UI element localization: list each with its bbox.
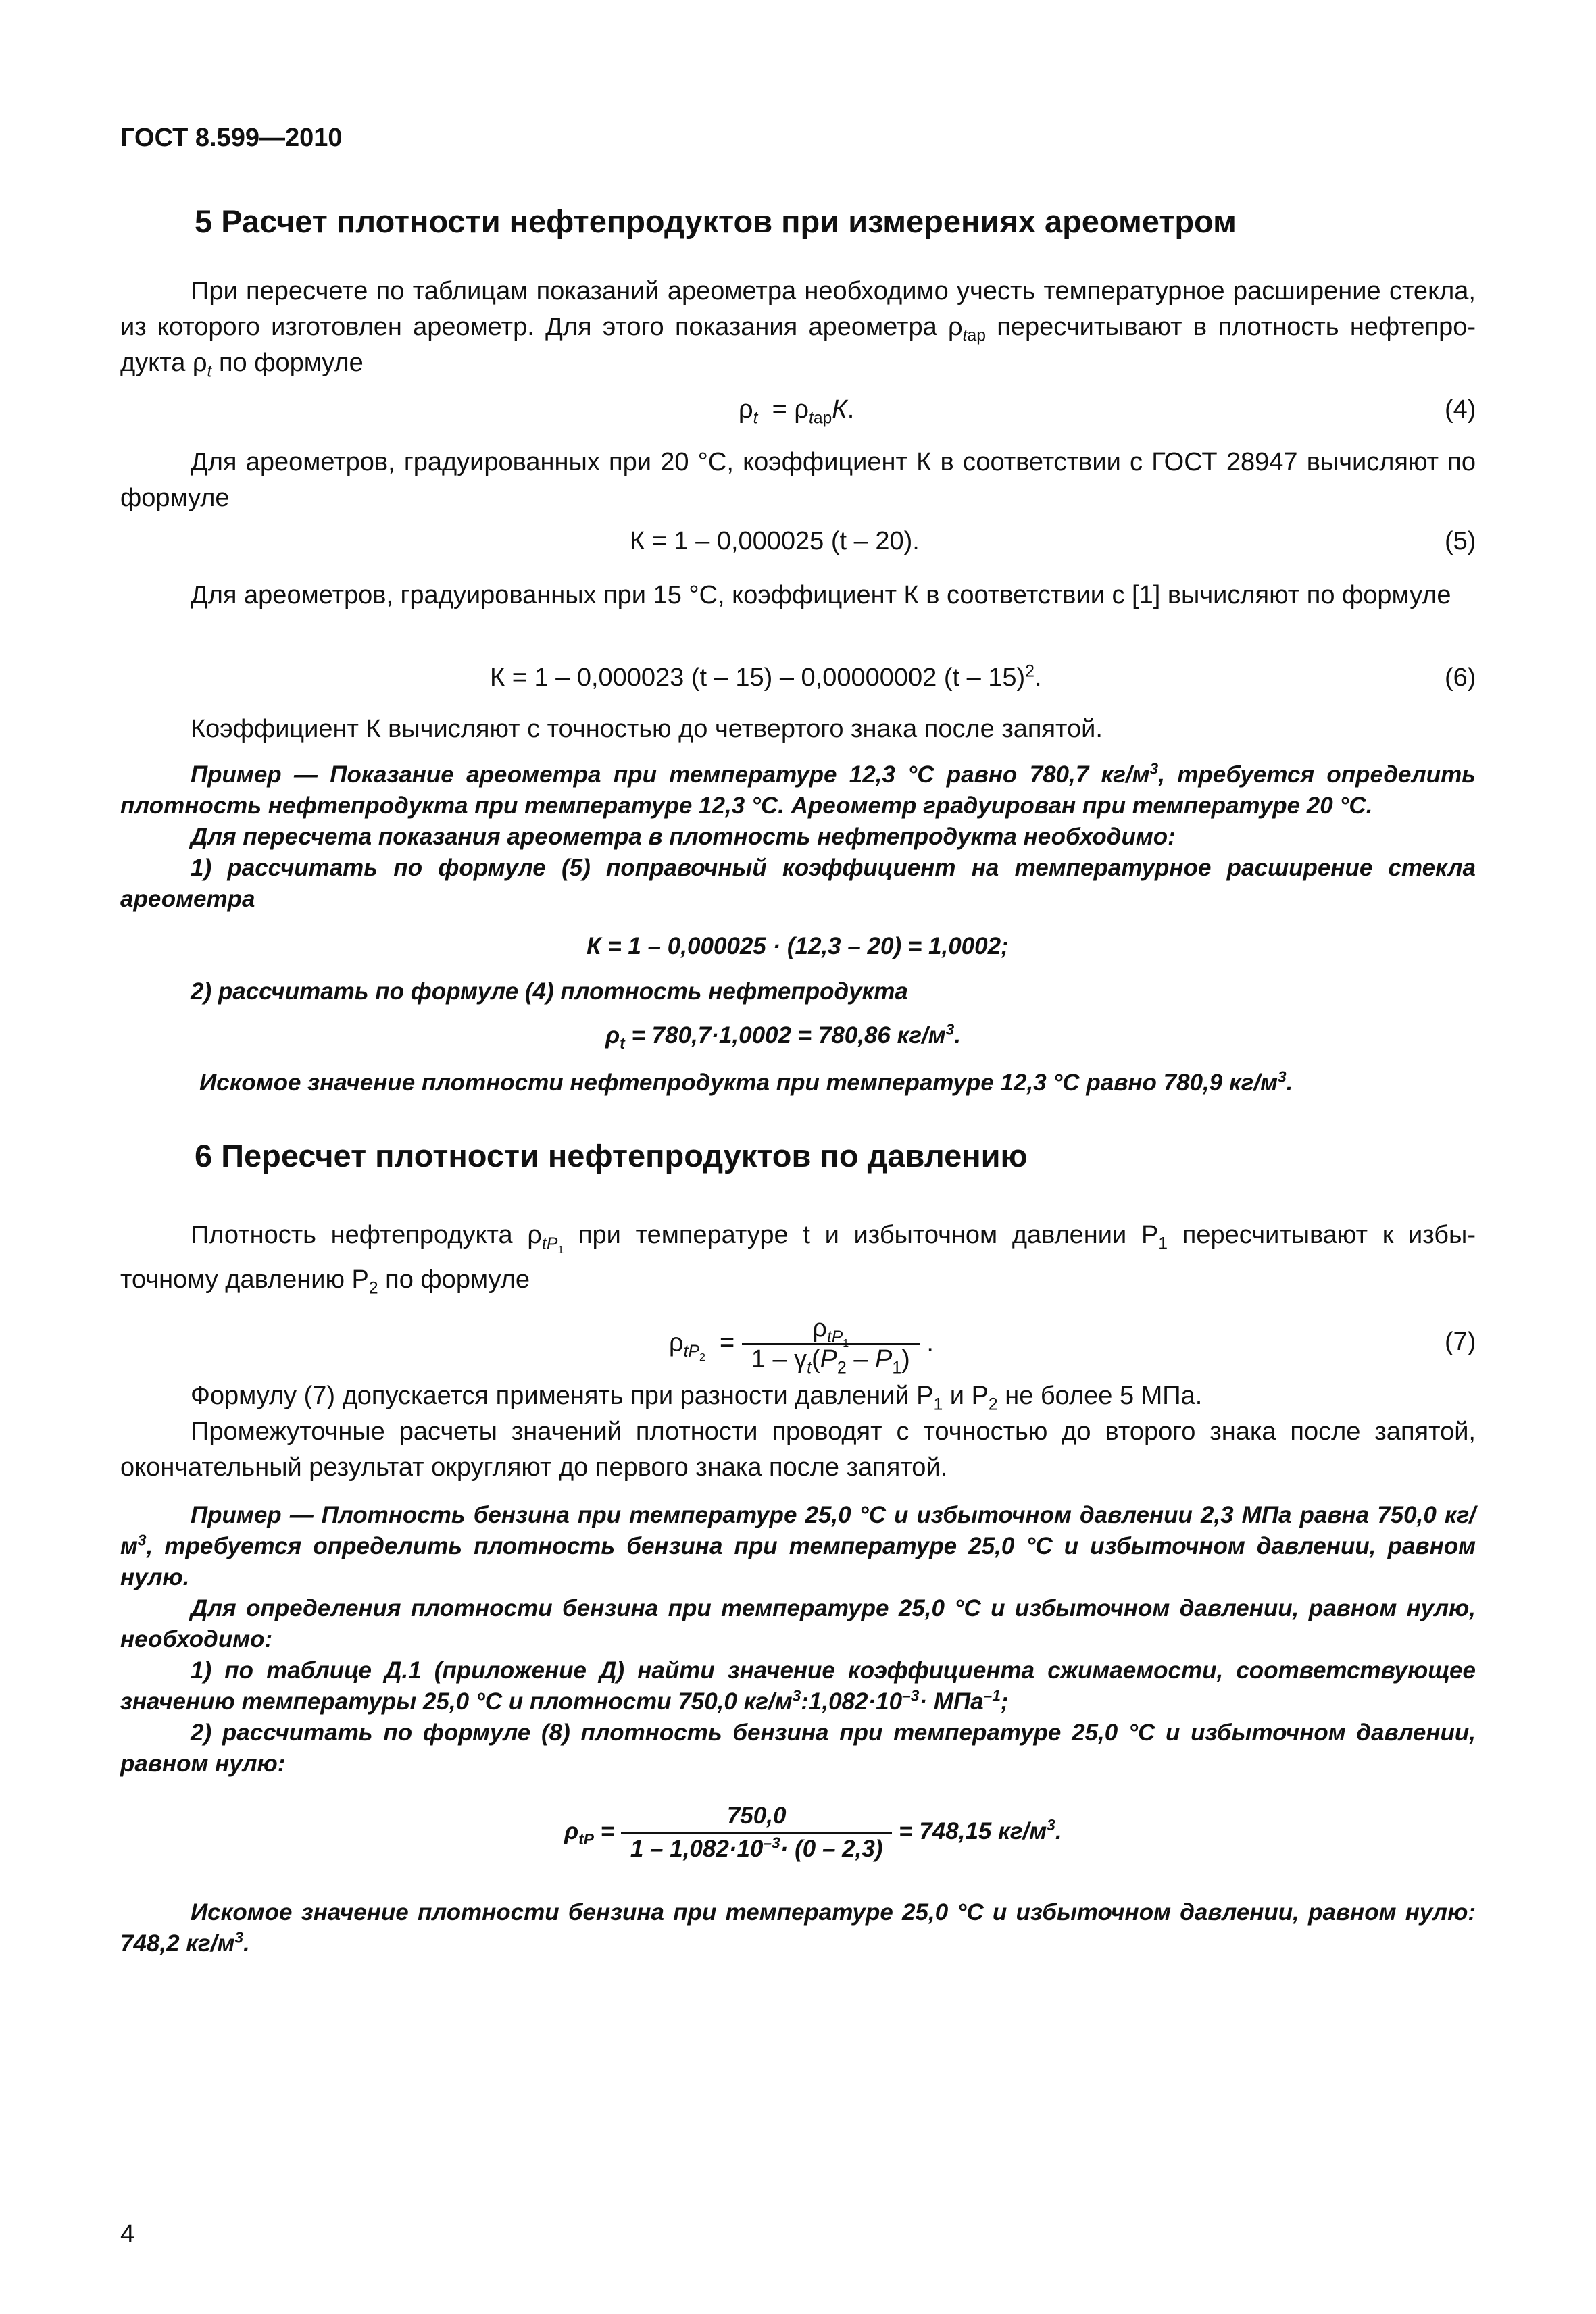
section-6-paragraph-3: Промежуточные расчеты значений плотности проводят с точностью до второго знака после запятой, окончательный результат округляют до первого знака после запятой. [120, 1417, 1476, 1482]
section-5-title: 5 Расчет плотности нефтепродуктов при измерениях ареометром [195, 203, 1237, 239]
equation-7: $\rho_{tP_2}$ = $\frac{\rho_{tP_1}}{1 - \gamma_t(P_2 - P_1)}$ . [669, 1314, 934, 1378]
equation-7-number: (7) [1445, 1328, 1476, 1356]
section-6-example-1: Пример — Плотность бензина при температуре 25,0 °С и избыточном давлении 2,3 МПа равна 750,0 $кг/м^3$, требуется определить плотность бензина при температуре 25,0 °С и избыточном давлении, равном нулю. [120, 1502, 1476, 1590]
section-6-example-2: Для определения плотности бензина при температуре 25,0 °С и избыточном давлении, равном нулю, необходимо: [120, 1595, 1476, 1653]
section-6-paragraph-1: Плотность нефтепродукта $\rho_{tP_1}$ при температуре t и избыточном давлении $P_1$ пересчитывают к избы-точному давлению $P_2$ по формуле [120, 1221, 1476, 1298]
equation-6: К = 1 – 0,000023 (t – 15) – 0,00000002 (t – 15)$^2$. [490, 662, 1042, 692]
section-5-example-1: Пример — Показание ареометра при температуре 12,3 °С равно 780,7 $кг/м^3$, требуется определить плотность нефтепродукта при температуре 12,3 °С. Ареометр градуирован при температуре 20 °С. [120, 759, 1476, 819]
section-5-paragraph-2: Для ареометров, градуированных при 20 °С, коэффициент К в соответствии с ГОСТ 28947 вычисляют по формуле [120, 448, 1476, 512]
example-equation-k: К = 1 – 0,000025 · (12,3 – 20) = 1,0002; [587, 933, 1009, 959]
document-header: ГОСТ 8.599—2010 [120, 124, 343, 152]
section-5-paragraph-3: Для ареометров, градуированных при 15 °С, коэффициент К в соответствии с [1] вычисляют по формуле [191, 581, 1451, 609]
section-6-example-3: 1) по таблице Д.1 (приложение Д) найти значение коэффициента сжимаемости, соответствующее значению температуры 25,0 °С и плотности 750,0 $кг/м^3:1,082\cdot 10^{-3}\cdot МПа^{-1}$; [120, 1657, 1476, 1715]
section-6-example-4: 2) рассчитать по формуле (8) плотность бензина при температуре 25,0 °С и избыточном давлении, равном нулю: [120, 1719, 1476, 1777]
example-equation-rho: $\rho_t = 780,7\cdot 1,0002 = 780,86$ $кг/м^3$. [605, 1020, 962, 1052]
section-5-example-5: Искомое значение плотности нефтепродукта при температуре 12,3 °С равно 780,9 $кг/м^3$. [199, 1067, 1293, 1096]
section-6-example-5: Искомое значение плотности бензина при температуре 25,0 °С и избыточном давлении, равном нулю: 748,2 $кг/м^3$. [120, 1899, 1476, 1957]
section-5-paragraph-1: При пересчете по таблицам показаний ареометра необходимо учесть температурное расширение стекла, из которого изготовлен ареометр. Для этого показания ареометра $\rho_{tар}$ пересчитывают в плотность нефтепро-дукта $\rho_t$ по формуле [120, 277, 1476, 381]
equation-4-number: (4) [1445, 395, 1476, 424]
equation-6-number: (6) [1445, 663, 1476, 692]
equation-4: $\rho_t = \rho_{tар}К$. [739, 395, 855, 428]
section-6-paragraph-2: Формулу (7) допускается применять при разности давлений $P_1$ и $P_2$ не более 5 МПа. [191, 1382, 1203, 1414]
section-5-example-3: 1) рассчитать по формуле (5) поправочный коэффициент на температурное расширение стекла ареометра [120, 855, 1476, 912]
example-equation-rho-tp: $\rho_{tP}$ = $\frac{750,0}{1 - 1,082\cdot 10^{-3}\cdot (0 - 2,3)}$ = 748,15 $кг/м^3$. [564, 1801, 1062, 1865]
section-5-paragraph-4: Коэффициент К вычисляют с точностью до четвертого знака после запятой. [191, 715, 1103, 743]
page-number: 4 [120, 2220, 135, 2248]
equation-5: К = 1 – 0,000025 (t – 20). [630, 527, 920, 555]
section-5-example-4: 2) рассчитать по формуле (4) плотность нефтепродукта [191, 978, 908, 1005]
section-6-title: 6 Пересчет плотности нефтепродуктов по давлению [195, 1138, 1028, 1174]
section-5-example-2: Для пересчета показания ареометра в плотность нефтепродукта необходимо: [191, 824, 1176, 850]
equation-5-number: (5) [1445, 527, 1476, 555]
